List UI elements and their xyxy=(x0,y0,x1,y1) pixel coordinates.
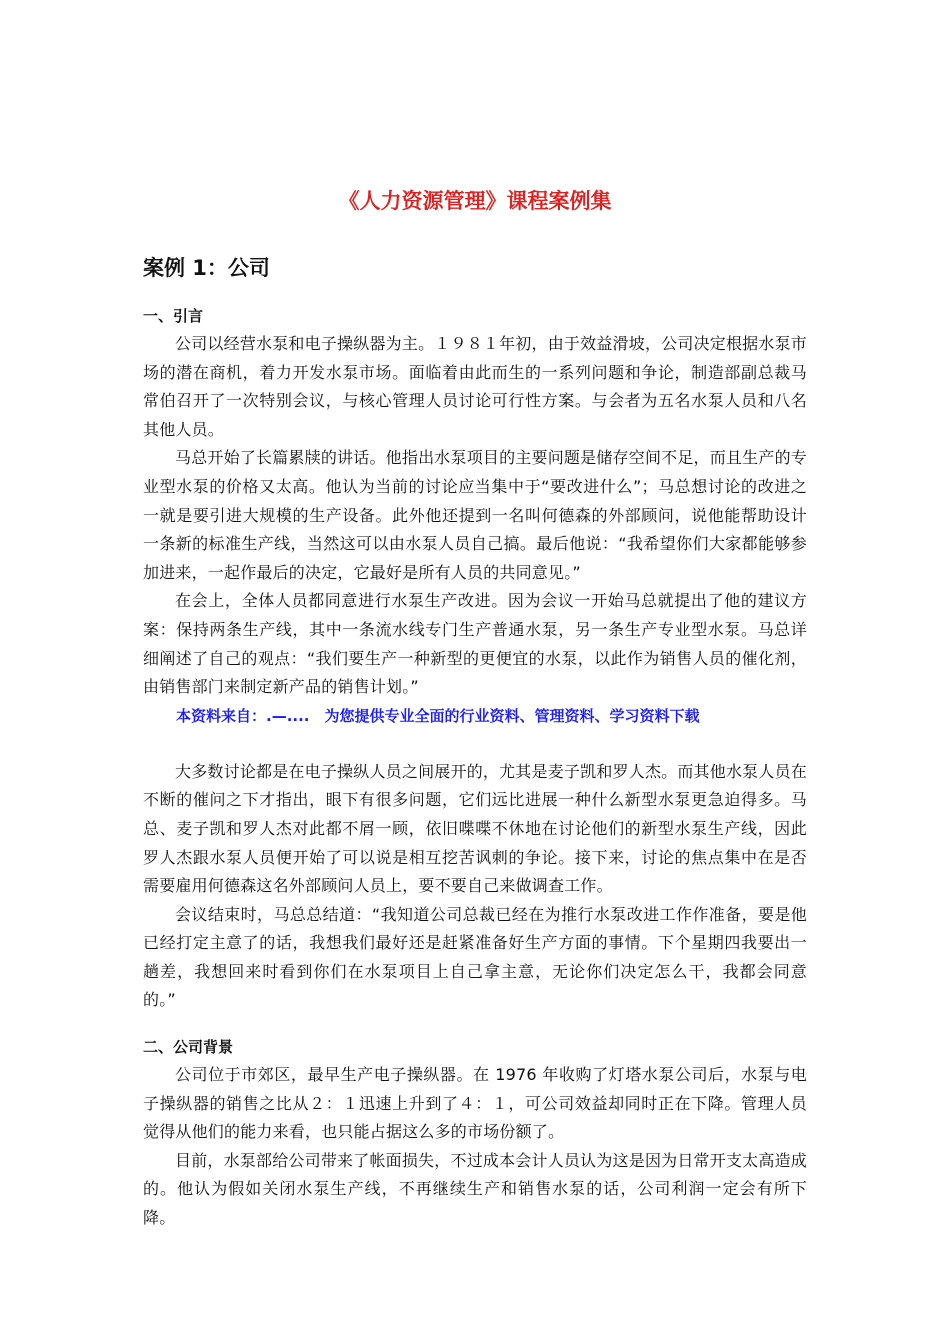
section-heading: 一、引言 xyxy=(143,307,204,325)
paragraph: 目前，水泵部给公司带来了帐面损失，不过成本会计人员认为这是因为日常开支太高造成的。他认为假如关闭水泵生产线，不再继续生产和销售水泵的话，公司利润一定会有所下降。 xyxy=(143,1150,807,1228)
paragraph: 公司以经营水泵和电子操纵器为主。１９８１年初，由于效益滑坡，公司决定根据水泵市场的潜在商机，着力开发水泵市场。面临着由此而生的一系列问题和争论，制造部副总裁马常伯召开了一次特别会议，与核心管理人员讨论可行性方案。与会者为五名水泵人员和八名其他人员。 xyxy=(143,334,807,439)
paragraph: 公司位于市郊区，最早生产电子操纵器。在 1976 年收购了灯塔水泵公司后，水泵与电子操纵器的销售之比从２：１迅速上升到了４：１，可公司效益却同时正在下降。管理人员觉得从他们的能力来看，也只能占据这么多的市场份额了。 xyxy=(143,1065,807,1142)
document-page xyxy=(143,180,807,1233)
blank-line xyxy=(143,1015,807,1035)
paragraph: 大多数讨论都是在电子操纵人员之间展开的，尤其是麦子凯和罗人杰。而其他水泵人员在不断的催问之下才指出，眼下有很多问题，它们远比进展一种什么新型水泵更急迫得多。马总、麦子凯和罗人杰对此都不屑一顾，依旧喋喋不休地在讨论他们的新型水泵生产线，因此罗人杰跟水泵人员便开始了可以说是相互挖苦讽刺的争论。接下来，讨论的焦点集中在是否需要雇用何德森这名外部顾问人员上，要不要自己来做调查工作。 xyxy=(143,761,807,896)
document-title: 《人力资源管理》课程案例集 xyxy=(338,189,612,213)
paragraph: 在会上，全体人员都同意进行水泵生产改进。因为会议一开始马总就提出了他的建议方案：保持两条生产线，其中一条流水线专门生产普通水泵，另一条生产专业型水泵。马总详细阐述了自己的观点：“我们要生产一种新型的更便宜的水泵，以此作为销售人员的催化剂，由销售部门来制定新产品的销售计划。” xyxy=(143,591,807,697)
blank-line xyxy=(143,730,807,758)
source-note-link[interactable]: 本资料来自：.—.... 为您提供专业全面的行业资料、管理资料、学习资料下载 xyxy=(176,706,700,725)
section-introduction xyxy=(143,304,807,1015)
paragraph: 马总开始了长篇累牍的讲话。他指出水泵项目的主要问题是储存空间不足，而且生产的专业型水泵的价格又太高。他认为当前的讨论应当集中于“要改进什么”；马总想讨论的改进之一就是要引进大规模的生产设备。此外他还提到一名叫何德森的外部顾问，说他能帮助设计一条新的标准生产线，当然这可以由水泵人员自己搞。最后他说：“我希望你们大家都能够参加进来，一起作最后的决定，它最好是所有人员的共同意见。” xyxy=(143,448,807,582)
case-heading: 案例 1：公司 xyxy=(143,256,270,280)
section-company-background xyxy=(143,1035,807,1233)
paragraph: 会议结束时，马总总结道：“我知道公司总裁已经在为推行水泵改进工作作准备，要是他已经打定主意了的话，我想我们最好还是赶紧准备好生产方面的事情。下个星期四我要出一趟差，我想回来时看到你们在水泵项目上自己拿主意，无论你们决定怎么干，我都会同意的。” xyxy=(143,904,807,1010)
section-heading: 二、公司背景 xyxy=(143,1038,234,1057)
